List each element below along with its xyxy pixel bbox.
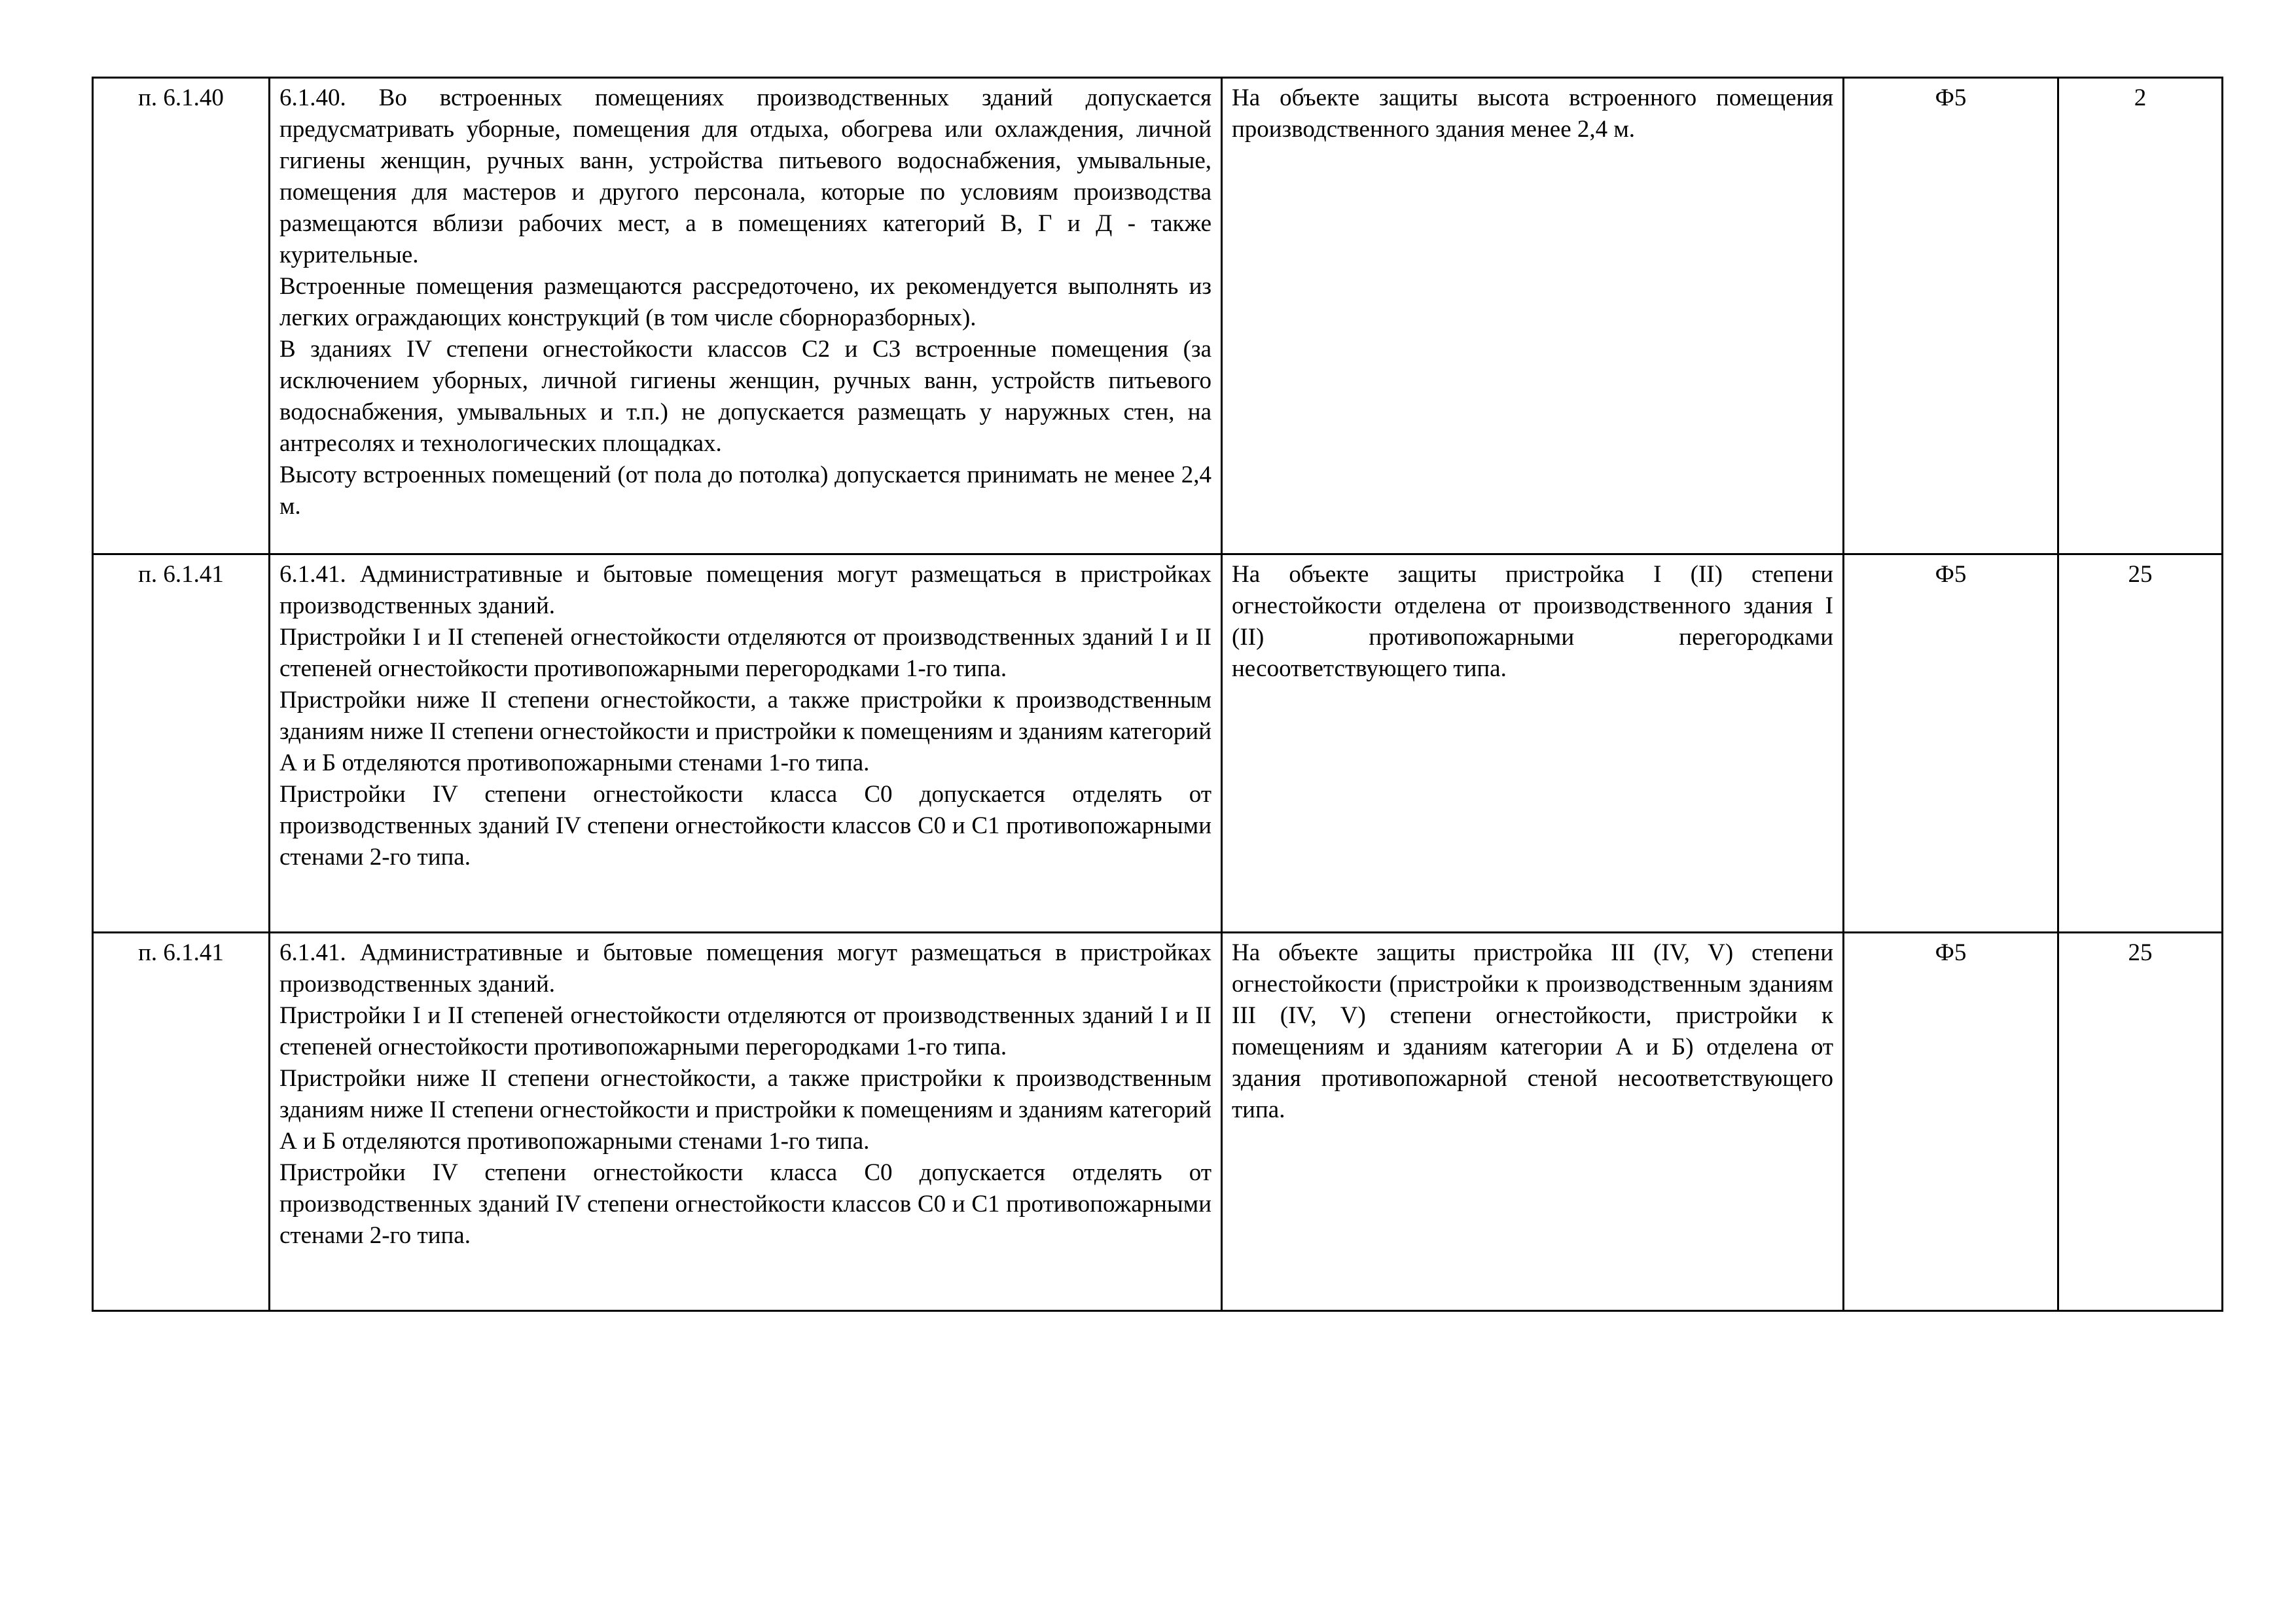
violation-text-cell: На объекте защиты пристройка I (II) степени огнестойкости отделена от производственного здания I (II) противопожарными перегородками несоответствующего типа. [1222, 554, 1844, 933]
violation-text-cell: На объекте защиты пристройка III (IV, V) степени огнестойкости (пристройки к производственным зданиям III (IV, V) степени огнестойкости, пристройки к помещениям и зданиям категории А и Б) отделена от здания противопожарной стеной несоответствующего типа. [1222, 933, 1844, 1311]
requirement-text-cell [270, 554, 1222, 933]
requirement-paragraph: 6.1.40. Во встроенных помещениях производственных зданий допускается предусматривать уборные, помещения для отдыха, обогрева или охлаждения, личной гигиены женщин, ручных ванн, устройства питьевого водоснабжения, умывальные, помещения для мастеров и другого персонала, которые по условиям производства размещаются вблизи рабочих мест, а в помещениях категорий В, Г и Д - также курительные. [279, 84, 1211, 268]
document-page [92, 77, 2221, 1312]
requirement-paragraph: Пристройки IV степени огнестойкости класса С0 допускается отделять от производственных зданий IV степени огнестойкости классов С0 и С1 противопожарными стенами 2-го типа. [279, 781, 1211, 871]
requirement-paragraph: В зданиях IV степени огнестойкости классов С2 и С3 встроенные помещения (за исключением уборных, личной гигиены женщин, ручных ванн, устройств питьевого водоснабжения, умывальных и т.п.) не допускается размещать у наружных стен, на антресолях и технологических площадках. [279, 336, 1211, 457]
clause-ref-cell: п. 6.1.41 [93, 554, 270, 933]
requirement-text-cell [270, 78, 1222, 554]
requirement-paragraph: Пристройки ниже II степени огнестойкости, а также пристройки к производственным зданиям ниже II степени огнестойкости и пристройки к помещениям и зданиям категорий А и Б отделяются противопожарными стенами 1-го типа. [279, 687, 1211, 776]
clause-ref-cell: п. 6.1.40 [93, 78, 270, 554]
number-cell: 25 [2058, 933, 2223, 1311]
class-code-cell: Ф5 [1844, 933, 2058, 1311]
table-row [93, 933, 2223, 1311]
requirement-paragraph: Встроенные помещения размещаются рассредоточено, их рекомендуется выполнять из легких ограждающих конструкций (в том числе сборноразборных). [279, 273, 1211, 331]
requirement-paragraph: Пристройки I и II степеней огнестойкости отделяются от производственных зданий I и II степеней огнестойкости противопожарными перегородками 1-го типа. [279, 624, 1211, 682]
table-row [93, 554, 2223, 933]
class-code-cell: Ф5 [1844, 554, 2058, 933]
table-row [93, 78, 2223, 554]
violation-text-cell: На объекте защиты высота встроенного помещения производственного здания менее 2,4 м. [1222, 78, 1844, 554]
number-cell: 2 [2058, 78, 2223, 554]
class-code-cell: Ф5 [1844, 78, 2058, 554]
clause-ref-cell: п. 6.1.41 [93, 933, 270, 1311]
requirement-paragraph: Пристройки ниже II степени огнестойкости, а также пристройки к производственным зданиям ниже II степени огнестойкости и пристройки к помещениям и зданиям категорий А и Б отделяются противопожарными стенами 1-го типа. [279, 1065, 1211, 1155]
requirement-paragraph: Пристройки IV степени огнестойкости класса С0 допускается отделять от производственных зданий IV степени огнестойкости классов С0 и С1 противопожарными стенами 2-го типа. [279, 1159, 1211, 1249]
requirement-paragraph: Высоту встроенных помещений (от пола до потолка) допускается принимать не менее 2,4 м. [279, 461, 1211, 520]
requirement-paragraph: Пристройки I и II степеней огнестойкости отделяются от производственных зданий I и II степеней огнестойкости противопожарными перегородками 1-го типа. [279, 1002, 1211, 1060]
requirement-text-cell [270, 933, 1222, 1311]
requirements-table [92, 77, 2223, 1312]
requirement-paragraph: 6.1.41. Административные и бытовые помещения могут размещаться в пристройках производственных зданий. [279, 939, 1211, 998]
number-cell: 25 [2058, 554, 2223, 933]
requirement-paragraph: 6.1.41. Административные и бытовые помещения могут размещаться в пристройках производственных зданий. [279, 561, 1211, 619]
